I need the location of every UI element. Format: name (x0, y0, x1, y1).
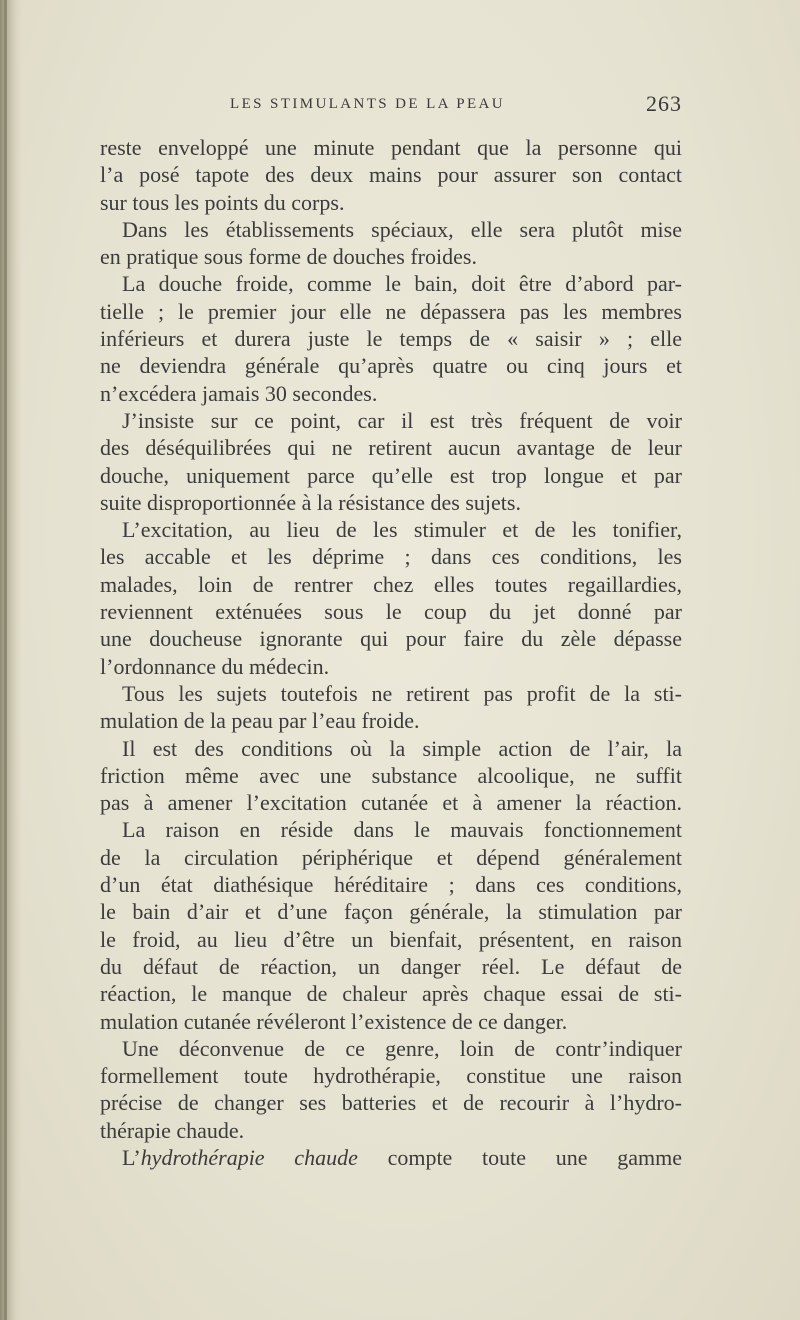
text-line: pas à amener l’excitation cutanée et à amener la réaction. (100, 790, 682, 816)
running-head: LES STIMULANTS DE LA PEAU (230, 96, 506, 112)
text-line: douche, uniquement parce qu’elle est trop longue et par (100, 462, 682, 488)
text-line: ne deviendra générale qu’après quatre ou cinq jours et (100, 353, 682, 379)
final-line-italic: hydrothérapie chaude (140, 1144, 358, 1170)
text-line: des déséquilibrées qui ne retirent aucun avantage de leur (100, 435, 682, 461)
text-line: le froid, au lieu d’être un bienfait, présentent, en raison (100, 926, 682, 952)
text-line: mulation cutanée révéleront l’existence de ce danger. (100, 1008, 568, 1034)
text-line: reviennent exténuées sous le coup du jet donné par (100, 599, 682, 625)
final-line-rest: compte toute une gamme (357, 1144, 683, 1170)
text-line: suite disproportionnée à la résistance des sujets. (100, 489, 521, 515)
text-line: précise de changer ses batteries et de recourir à l’hydro- (100, 1090, 682, 1116)
text-line: thérapie chaude. (100, 1117, 245, 1143)
text-line: les accable et les déprime ; dans ces conditions, les (100, 544, 682, 570)
text-line: une doucheuse ignorante qui pour faire du zèle dépasse (100, 626, 682, 652)
text-line: sur tous les points du corps. (100, 189, 345, 215)
text-line: de la circulation périphérique et dépend généralement (100, 844, 682, 870)
text-line: Une déconvenue de ce genre, loin de contr’indiquer (122, 1035, 682, 1061)
final-text-line (100, 1144, 682, 1171)
text-line: d’un état diathésique héréditaire ; dans ces conditions, (100, 872, 682, 898)
body-text (100, 134, 682, 1171)
page-binding-line (4, 0, 7, 1320)
text-line: n’excédera jamais 30 secondes. (100, 380, 378, 406)
text-line: tielle ; le premier jour elle ne dépassera pas les membres (100, 298, 682, 324)
text-line: La raison en réside dans le mauvais fonctionnement (122, 817, 682, 843)
text-line: reste enveloppé une minute pendant que la personne qui (100, 135, 682, 160)
text-line: du défaut de réaction, un danger réel. Le défaut de (100, 953, 682, 979)
text-line: l’ordonnance du médecin. (100, 653, 330, 679)
text-line: le bain d’air et d’une façon générale, la stimulation par (100, 899, 682, 925)
text-line: l’a posé tapote des deux mains pour assurer son contact (100, 162, 682, 188)
page-header (100, 91, 684, 120)
text-line: Dans les établissements spéciaux, elle sera plutôt mise (122, 216, 682, 242)
text-line: formellement toute hydrothérapie, constitue une raison (100, 1063, 682, 1089)
final-line-prefix: L’ (122, 1144, 141, 1170)
text-line: en pratique sous forme de douches froides. (100, 244, 477, 270)
page-number: 263 (646, 91, 682, 116)
text-line: friction même avec une substance alcoolique, ne suffit (100, 762, 682, 788)
text-line: réaction, le manque de chaleur après chaque essai de sti- (100, 981, 682, 1007)
text-line: L’excitation, au lieu de les stimuler et de les tonifier, (122, 517, 682, 543)
text-line: inférieurs et durera juste le temps de « saisir » ; elle (100, 326, 682, 352)
text-line: Tous les sujets toutefois ne retirent pas profit de la sti- (122, 680, 682, 706)
text-line: Il est des conditions où la simple action de l’air, la (122, 735, 682, 761)
text-line: malades, loin de rentrer chez elles toutes regaillardies, (100, 571, 682, 597)
text-line: La douche froide, comme le bain, doit être d’abord par- (122, 271, 682, 297)
text-line: J’insiste sur ce point, car il est très fréquent de voir (122, 407, 682, 433)
text-line: mulation de la peau par l’eau froide. (100, 708, 420, 734)
